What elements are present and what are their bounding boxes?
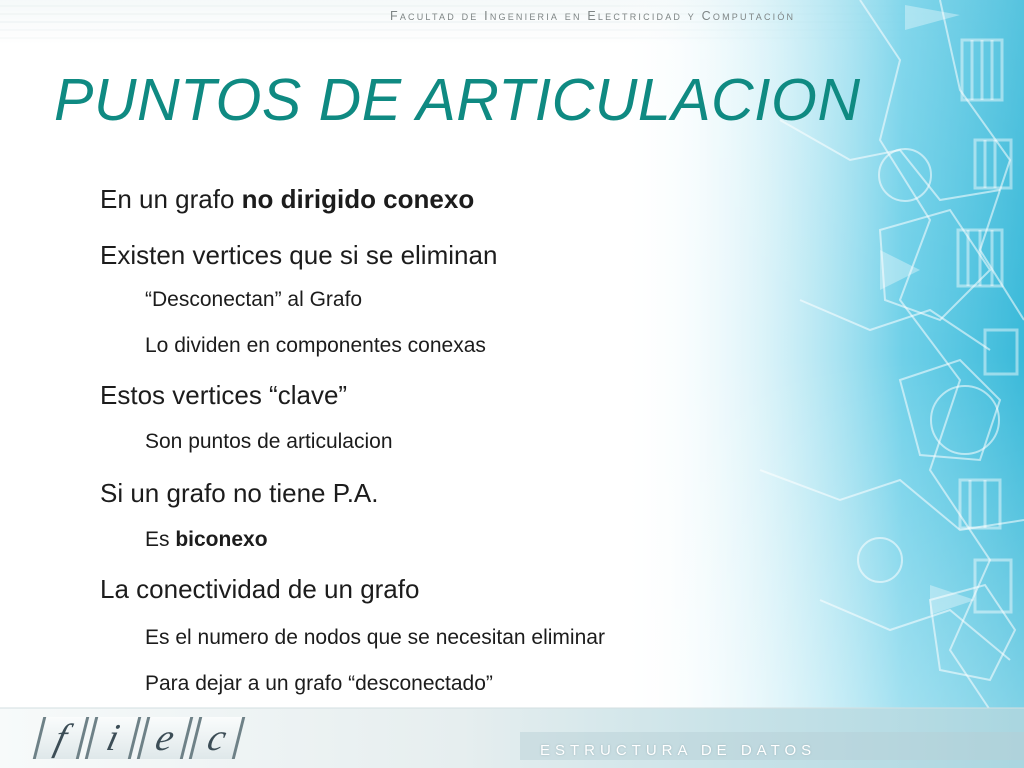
logo-letter: i	[85, 717, 141, 759]
institution-header: Facultad de Ingenieria en Electricidad y Computación	[390, 9, 796, 23]
bullet-text: Es el numero de nodos que se necesitan eliminar	[145, 626, 605, 649]
bullet-item	[64, 574, 419, 605]
sub-bullet-item	[114, 626, 605, 650]
bullet-bold-text: no dirigido conexo	[241, 184, 475, 214]
bullet-text: En un grafo	[100, 184, 242, 214]
bullet-item	[64, 184, 474, 215]
bullet-text: La conectividad de un grafo	[100, 574, 420, 604]
sub-bullet-item	[114, 334, 486, 358]
bullet-text: Si un grafo no tiene P.A.	[100, 478, 379, 508]
course-footer: ESTRUCTURA DE DATOS	[540, 742, 817, 759]
sub-bullet-item	[114, 672, 493, 696]
logo-letter: c	[189, 717, 245, 759]
bullet-text: Existen vertices que si se eliminan	[100, 240, 498, 270]
sub-bullet-item	[114, 288, 362, 312]
bullet-bold-text: biconexo	[175, 528, 268, 551]
bullet-item	[64, 380, 347, 411]
sub-bullet-item	[114, 528, 268, 552]
sub-bullet-item	[114, 430, 393, 454]
bullet-text: Son puntos de articulacion	[145, 430, 393, 453]
logo-letter: f	[33, 717, 89, 759]
fiec-logo	[38, 717, 240, 759]
bullet-text: Para dejar a un grafo “desconectado”	[145, 672, 493, 695]
bullet-text: “Desconectan” al Grafo	[145, 288, 363, 311]
bullet-item	[64, 478, 379, 509]
bullet-text: Lo dividen en componentes conexas	[145, 334, 486, 357]
logo-letter: e	[137, 717, 193, 759]
bullet-text: Es	[145, 528, 176, 551]
bullet-text: Estos vertices “clave”	[100, 380, 348, 410]
bullet-item	[64, 240, 497, 271]
slide-title: PUNTOS DE ARTICULACION	[54, 67, 861, 133]
